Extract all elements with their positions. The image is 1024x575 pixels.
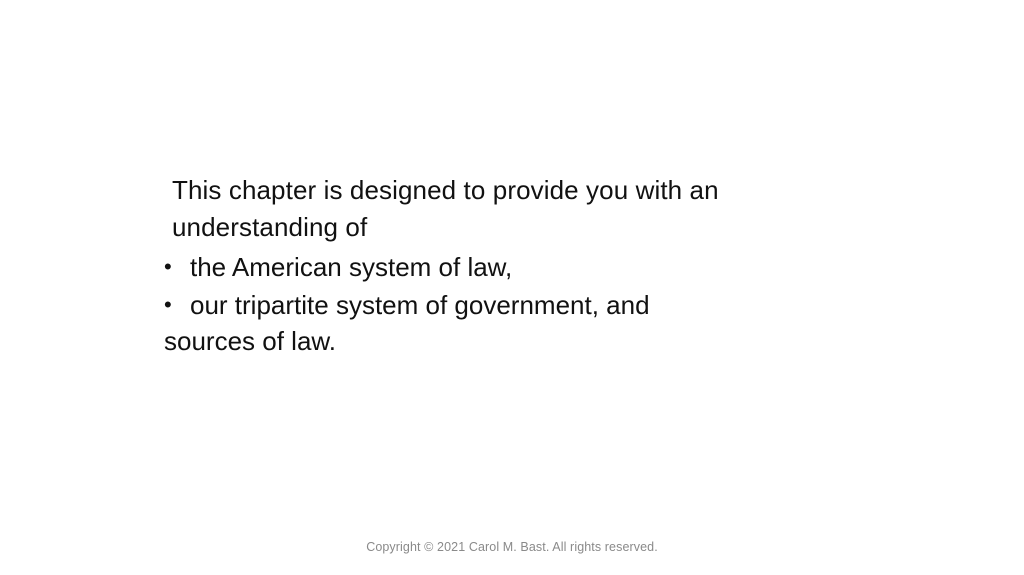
copyright-footer: Copyright © 2021 Carol M. Bast. All rights reserved.	[366, 540, 658, 554]
bullet-icon: •	[164, 291, 172, 317]
list-item-label: our tripartite system of government, and	[190, 289, 650, 320]
list-item-label: the American system of law,	[190, 251, 513, 282]
list-item	[164, 250, 864, 286]
intro-paragraph: This chapter is designed to provide you with an understanding of	[172, 175, 719, 242]
continuation-line: sources of law.	[164, 325, 336, 356]
list-item	[164, 288, 864, 324]
bullet-icon: •	[164, 253, 172, 279]
slide-body	[164, 172, 864, 359]
